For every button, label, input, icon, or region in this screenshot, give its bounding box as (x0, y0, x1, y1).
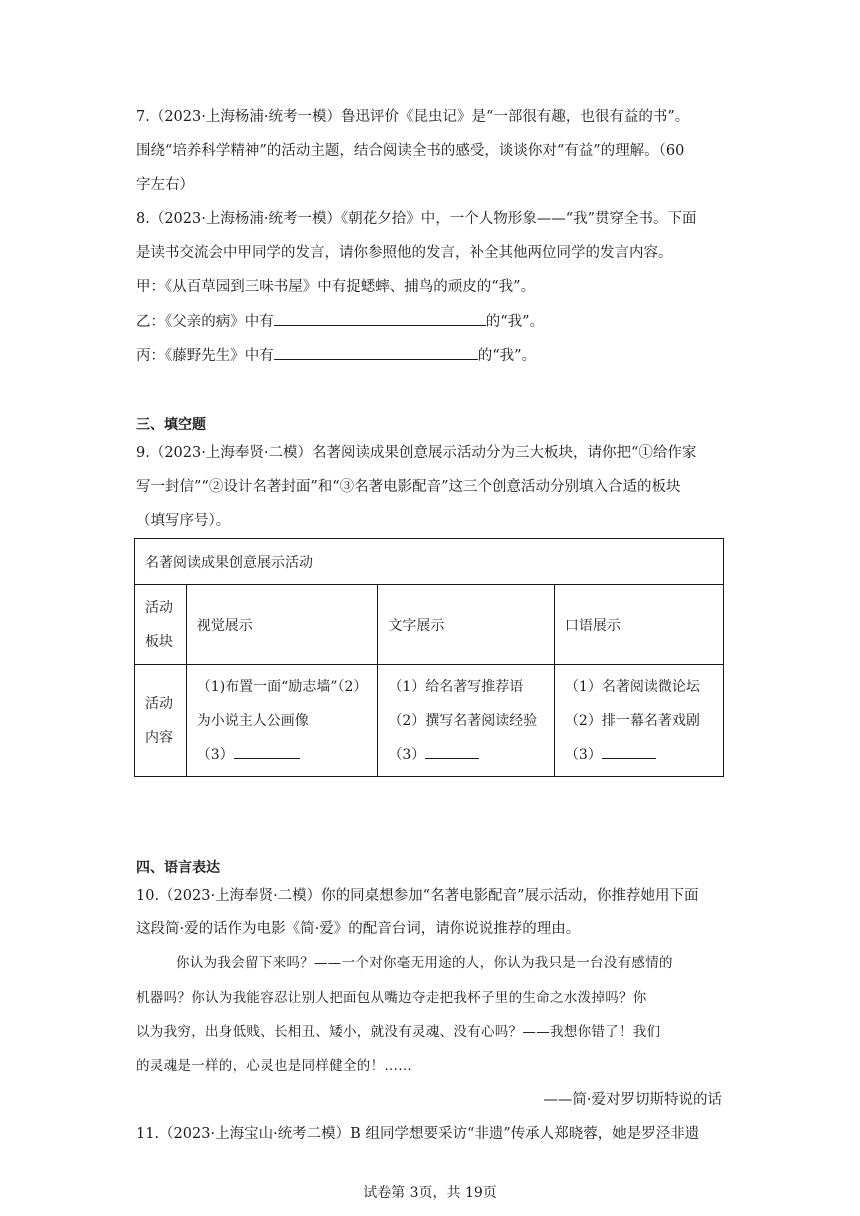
oral-item-3-label: （3） (564, 746, 602, 763)
q10-line-2: 这段简·爱的话作为电影《简·爱》的配音台词，请你说说推荐的理由。 (136, 921, 581, 937)
q8-line-1: 8.（2023·上海杨浦·统考一模）《朝花夕拾》中，一个人物形象——“我”贯穿全书。下面 (136, 211, 697, 227)
activity-table (134, 538, 724, 777)
q8-bing-prefix: 丙：《藤野先生》中有 (136, 348, 274, 364)
q11-line-1: 11.（2023·上海宝山·统考二模）B 组同学想要采访“非遗”传承人郑晓蓉，她是罗泾非遗 (136, 1126, 700, 1142)
q8-bing-suffix: 的“我”。 (477, 348, 537, 364)
oral-item-3 (565, 738, 713, 772)
q10-passage-line-4: 的灵魂是一样的，心灵也是同样健全的！…… (136, 1058, 412, 1074)
col-text-header: 文字展示 (378, 585, 555, 665)
q8-bing-blank[interactable] (274, 345, 478, 360)
q10-passage-line-3: 以为我穷，出身低贱、长相丑、矮小，就没有灵魂、没有心吗？——我想你错了！我们 (136, 1024, 661, 1040)
text-answer-blank[interactable] (425, 744, 479, 759)
q8-bing-line (136, 345, 536, 366)
q10-passage-line-1: 你认为我会留下来吗？——一个对你毫无用途的人，你认为我只是一台没有感情的 (176, 955, 673, 971)
visual-item-3 (197, 738, 368, 772)
q8-jia-line: 甲：《从百草园到三味书屋》中有捉蟋蟀、捕鸟的顽皮的“我”。 (136, 279, 536, 295)
q9-line-2: 写一封信”“②设计名著封面”和“③名著电影配音”这三个创意活动分别填入合适的板块 (136, 479, 681, 495)
text-item-3-label: （3） (388, 746, 426, 763)
visual-item-2: 为小说主人公画像 (196, 712, 309, 729)
q8-line-2: 是读书交流会中甲同学的发言，请你参照他的发言，补全其他两位同学的发言内容。 (136, 245, 673, 261)
q10-attribution: ——简·爱对罗切斯特说的话 (543, 1092, 722, 1108)
section-4-heading: 四、语言表达 (136, 860, 220, 876)
q8-yi-suffix: 的“我”。 (485, 314, 545, 330)
text-item-2: （2）撰写名著阅读经验 (388, 712, 538, 729)
section-3-heading: 三、填空题 (136, 417, 206, 433)
q7-line-3: 字左右） (136, 177, 194, 193)
oral-item-1: （1）名著阅读微论坛 (564, 678, 700, 695)
table-title: 名著阅读成果创意展示活动 (135, 539, 724, 585)
q7-line-2: 围绕“培养科学精神”的活动主题，结合阅读全书的感受，谈谈你对“有益”的理解。（60 (136, 143, 685, 159)
text-item-3 (388, 738, 544, 772)
col-visual-header: 视觉展示 (186, 585, 378, 665)
oral-items-cell (554, 665, 723, 777)
table-row (135, 665, 724, 777)
row-label-content-line-1: 活动 (145, 695, 173, 712)
q7-line-1: 7.（2023·上海杨浦·统考一模）鲁迅评价《昆虫记》是“一部很有趣，也很有益的书”。 (136, 109, 690, 125)
text-item-1: （1）给名著写推荐语 (388, 678, 524, 695)
visual-items-cell (186, 665, 378, 777)
q8-yi-prefix: 乙：《父亲的病》中有 (136, 314, 274, 330)
row-label-content (135, 665, 187, 777)
q8-yi-blank[interactable] (274, 311, 486, 326)
oral-item-2: （2）排一幕名著戏剧 (564, 712, 700, 729)
q9-line-3: （填写序号）。 (136, 513, 231, 529)
row-label-board-line-1: 活动 (145, 599, 173, 616)
q10-line-1: 10.（2023·上海奉贤·二模）你的同桌想参加“名著电影配音”展示活动，你推荐她用下面 (136, 888, 699, 904)
page-footer: 试卷第 3页，共 19页 (363, 1185, 497, 1201)
visual-answer-blank[interactable] (234, 744, 300, 759)
visual-item-1: （1)布置一面“励志墙”（2） (196, 678, 368, 695)
q8-yi-line (136, 311, 544, 332)
row-label-board (135, 585, 187, 665)
table-row (135, 585, 724, 665)
col-oral-header: 口语展示 (554, 585, 723, 665)
q9-line-1: 9.（2023·上海奉贤·二模）名著阅读成果创意展示活动分为三大板块，请你把“①给作家 (136, 445, 697, 461)
table-title-row (135, 539, 724, 585)
row-label-content-line-2: 内容 (145, 729, 173, 746)
visual-item-3-label: （3） (196, 746, 234, 763)
text-items-cell (378, 665, 555, 777)
oral-answer-blank[interactable] (602, 744, 656, 759)
row-label-board-line-2: 板块 (145, 633, 173, 650)
q10-passage-line-2: 机器吗？你认为我能容忍让别人把面包从嘴边夺走把我杯子里的生命之水泼掉吗？你 (136, 990, 647, 1006)
